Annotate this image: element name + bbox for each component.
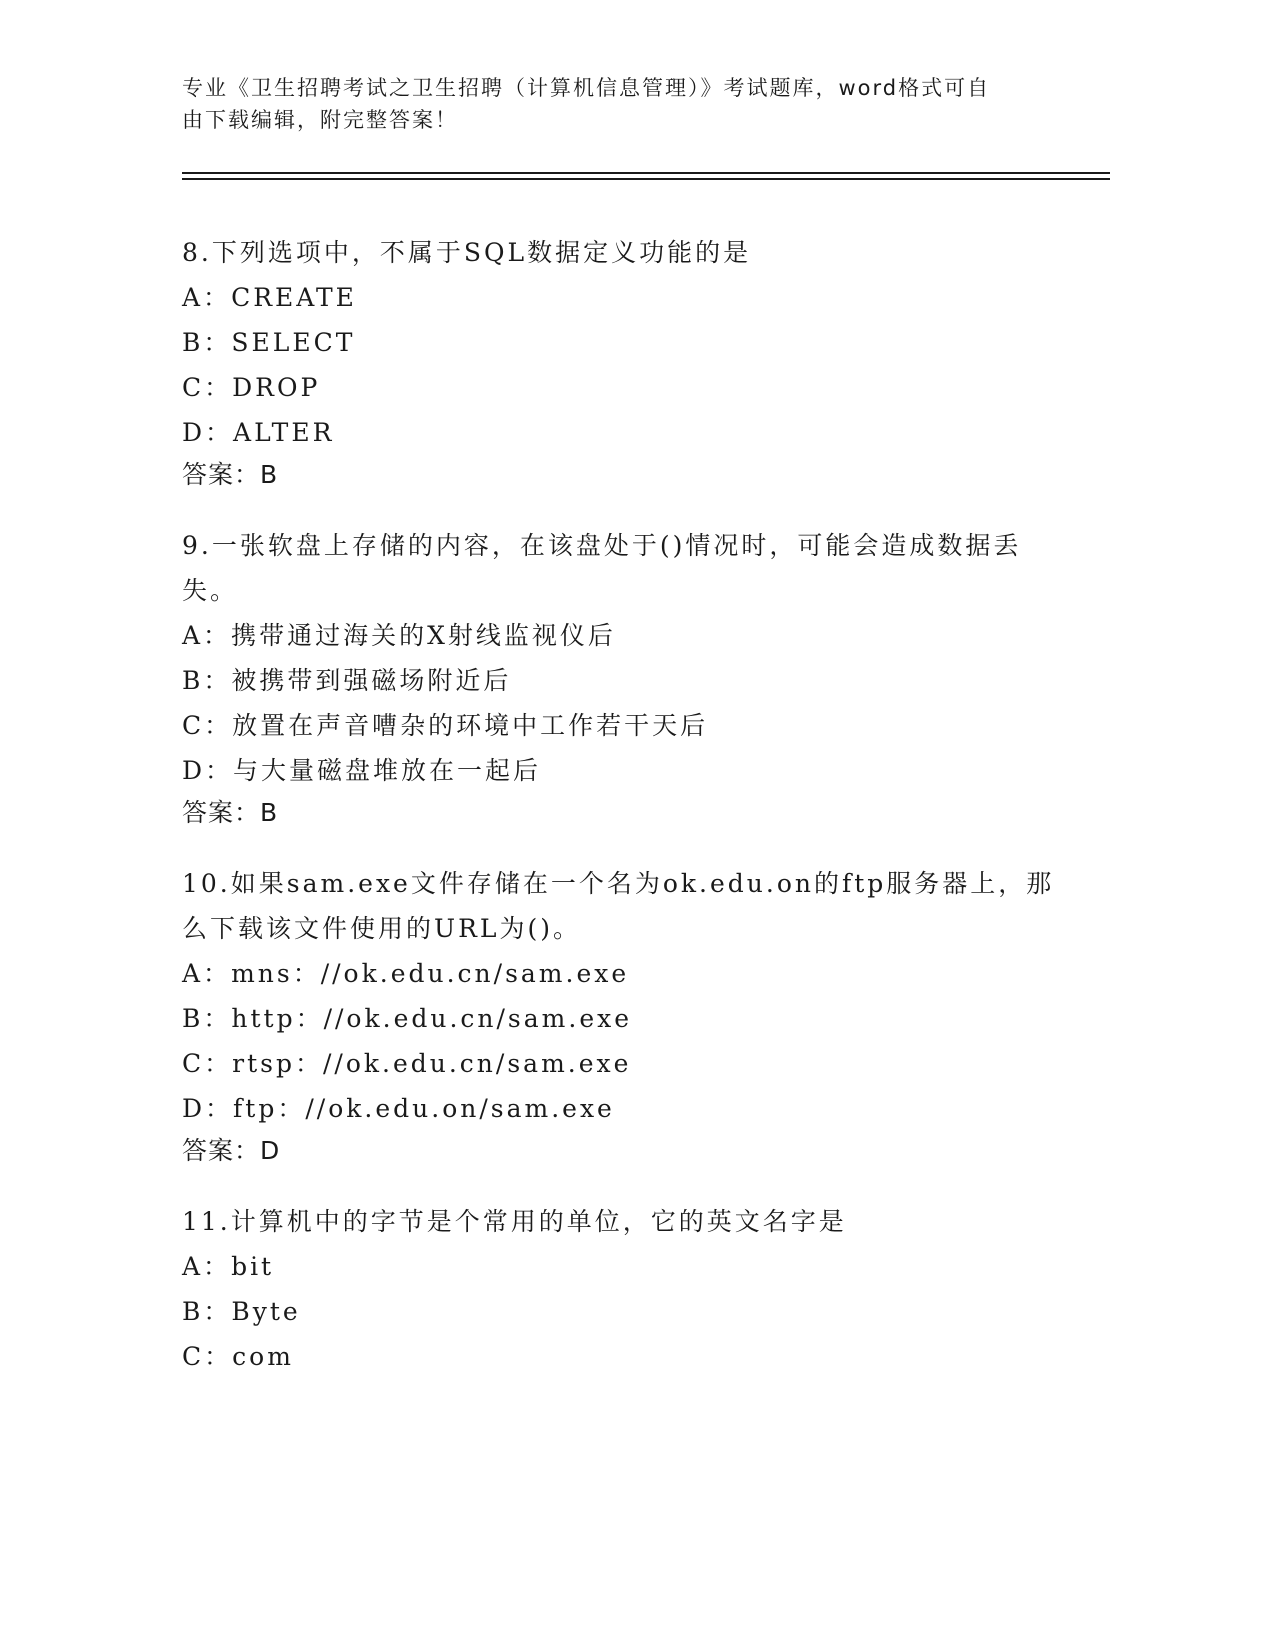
option-text: mns：//ok.edu.cn/sam.exe — [231, 959, 630, 988]
question-list — [182, 230, 1062, 1407]
answer-line: 答案：B — [182, 460, 279, 489]
header-line-1: 专业《卫生招聘考试之卫生招聘（计算机信息管理）》考试题库，word格式可自 — [182, 76, 991, 100]
header-line-2: 由下载编辑，附完整答案！ — [182, 108, 458, 132]
option-text: DROP — [232, 373, 321, 402]
option-key: A： — [182, 283, 232, 312]
answer-line: 答案：B — [182, 798, 279, 827]
option-a — [182, 275, 1062, 320]
option-text: 被携带到强磁场附近后 — [231, 666, 512, 695]
option-text: 携带通过海关的X射线监视仪后 — [231, 621, 616, 650]
option-c — [182, 703, 1062, 748]
option-key: D： — [182, 418, 234, 447]
option-key: B： — [182, 666, 232, 695]
question-block — [182, 230, 1062, 495]
header-divider-bottom — [182, 178, 1110, 180]
option-key: A： — [182, 621, 232, 650]
option-key: C： — [182, 1342, 233, 1371]
option-a — [182, 951, 1062, 996]
document-header — [182, 72, 1062, 136]
option-key: A： — [182, 1252, 232, 1281]
question-stem: 8.下列选项中，不属于SQL数据定义功能的是 — [182, 238, 752, 267]
option-text: CREATE — [231, 283, 357, 312]
option-text: Byte — [231, 1297, 301, 1326]
option-a — [182, 613, 1062, 658]
question-block — [182, 861, 1062, 1171]
option-a — [182, 1244, 1062, 1289]
question-block — [182, 1199, 1062, 1379]
option-key: B： — [182, 1004, 232, 1033]
option-key: C： — [182, 373, 233, 402]
option-d — [182, 1086, 1062, 1131]
option-key: D： — [182, 1094, 234, 1123]
option-c — [182, 1041, 1062, 1086]
option-text: http：//ok.edu.cn/sam.exe — [231, 1004, 633, 1033]
option-text: ftp：//ok.edu.on/sam.exe — [233, 1094, 615, 1123]
option-b — [182, 996, 1062, 1041]
option-text: 与大量磁盘堆放在一起后 — [233, 756, 542, 785]
option-b — [182, 320, 1062, 365]
option-c — [182, 365, 1062, 410]
option-key: B： — [182, 328, 232, 357]
question-stem: 11.计算机中的字节是个常用的单位，它的英文名字是 — [182, 1207, 847, 1236]
question-block — [182, 523, 1062, 833]
option-key: C： — [182, 711, 233, 740]
option-key: C： — [182, 1049, 233, 1078]
answer-line: 答案：D — [182, 1136, 281, 1165]
option-text: com — [232, 1342, 294, 1371]
option-key: B： — [182, 1297, 232, 1326]
option-c — [182, 1334, 1062, 1379]
option-d — [182, 410, 1062, 455]
option-text: ALTER — [233, 418, 335, 447]
option-key: A： — [182, 959, 232, 988]
option-text: SELECT — [231, 328, 356, 357]
option-text: 放置在声音嘈杂的环境中工作若干天后 — [232, 711, 709, 740]
option-text: bit — [231, 1252, 275, 1281]
option-b — [182, 658, 1062, 703]
option-d — [182, 748, 1062, 793]
option-text: rtsp：//ok.edu.cn/sam.exe — [232, 1049, 632, 1078]
question-stem: 9.一张软盘上存储的内容，在该盘处于()情况时，可能会造成数据丢失。 — [182, 531, 1022, 605]
question-stem: 10.如果sam.exe文件存储在一个名为ok.edu.on的ftp服务器上，那么下载该文件使用的URL为()。 — [182, 869, 1055, 943]
option-key: D： — [182, 756, 234, 785]
option-b — [182, 1289, 1062, 1334]
header-divider-top — [182, 172, 1110, 174]
